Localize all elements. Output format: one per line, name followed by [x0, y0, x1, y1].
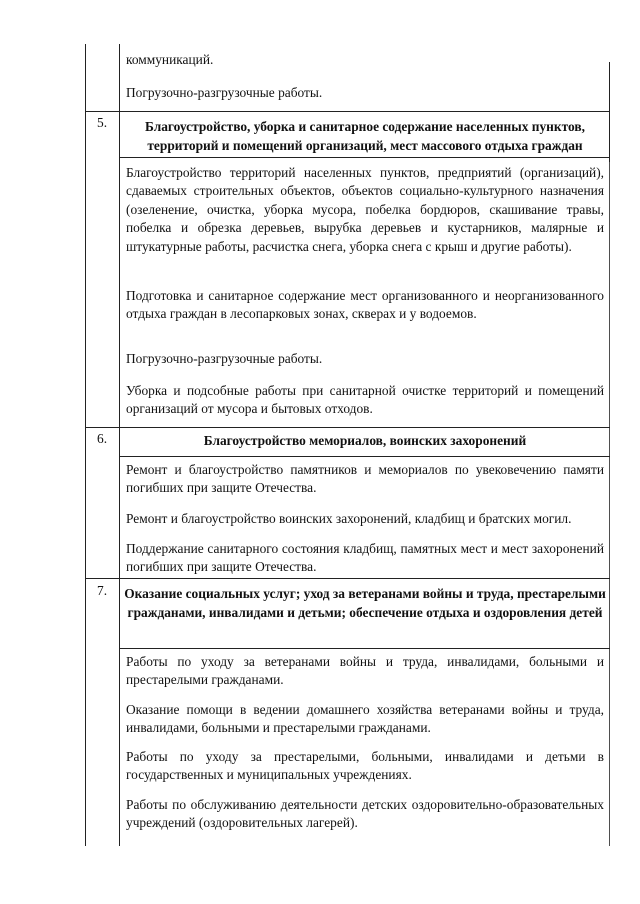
- table-right-border-lower: [609, 162, 610, 846]
- paragraph: Ремонт и благоустройство памятников и мемориалов по увековечению памяти погибших при защите Отечества.: [126, 462, 604, 496]
- table-column-divider: [119, 44, 120, 846]
- section-heading: Благоустройство мемориалов, воинских захоронений: [203, 433, 527, 448]
- table-left-border: [85, 44, 86, 846]
- paragraph: Уборка и подсобные работы при санитарной очистке территорий и помещений организаций от мусора и бытовых отходов.: [126, 383, 604, 417]
- row-number: 7.: [97, 583, 108, 598]
- section-heading: Оказание социальных услуг; уход за ветеранами войны и труда, престарелыми гражданами, инвалидами и детьми; обеспечение отдыха и оздоровления детей: [124, 586, 606, 620]
- paragraph: Погрузочно-разгрузочные работы.: [126, 351, 323, 366]
- paragraph: Поддержание санитарного состояния кладбищ, памятных мест и мест захоронений погибших при защите Отечества.: [126, 541, 604, 575]
- paragraph: Погрузочно-разгрузочные работы.: [126, 85, 323, 100]
- heading-divider-7: [119, 648, 610, 649]
- heading-divider-6: [119, 456, 610, 457]
- row-divider-6: [85, 427, 610, 428]
- section-heading: Благоустройство, уборка и санитарное содержание населенных пунктов, территорий и помещений организаций, мест массового отдыха граждан: [145, 119, 585, 153]
- paragraph: Подготовка и санитарное содержание мест организованного и неорганизованного отдыха граждан в лесопарковых зонах, скверах и у водоемов.: [126, 288, 604, 322]
- paragraph: коммуникаций.: [126, 52, 214, 67]
- table-right-border: [609, 62, 610, 162]
- heading-divider-5: [119, 157, 610, 158]
- paragraph: Благоустройство территорий населенных пунктов, предприятий (организаций), сдаваемых строительных объектов, объектов социально-культурного назначения (озеленение, очистка, уборка мусора, побелка бордюров, скашивание травы, побелка и обрезка деревьев, вырубка деревьев и кустарников, малярные и штукатурные работы, расчистка снега, уборка снега с крыш и другие работы).: [126, 165, 604, 254]
- paragraph: Работы по уходу за ветеранами войны и труда, инвалидами, больными и престарелыми гражданами.: [126, 654, 604, 688]
- row-divider-7: [85, 578, 610, 579]
- paragraph: Ремонт и благоустройство воинских захоронений, кладбищ и братских могил.: [126, 511, 572, 526]
- paragraph: Работы по обслуживанию деятельности детских оздоровительно-образовательных учреждений (оздоровительных лагерей).: [126, 797, 604, 831]
- row-divider-5: [85, 111, 610, 112]
- row-number: 5.: [97, 115, 108, 130]
- paragraph: Работы по уходу за престарелыми, больными, инвалидами и детьми в государственных и муниципальных учреждениях.: [126, 749, 604, 783]
- row-number: 6.: [97, 431, 108, 446]
- paragraph: Оказание помощи в ведении домашнего хозяйства ветеранами войны и труда, инвалидами, больными и престарелыми гражданами.: [126, 702, 604, 736]
